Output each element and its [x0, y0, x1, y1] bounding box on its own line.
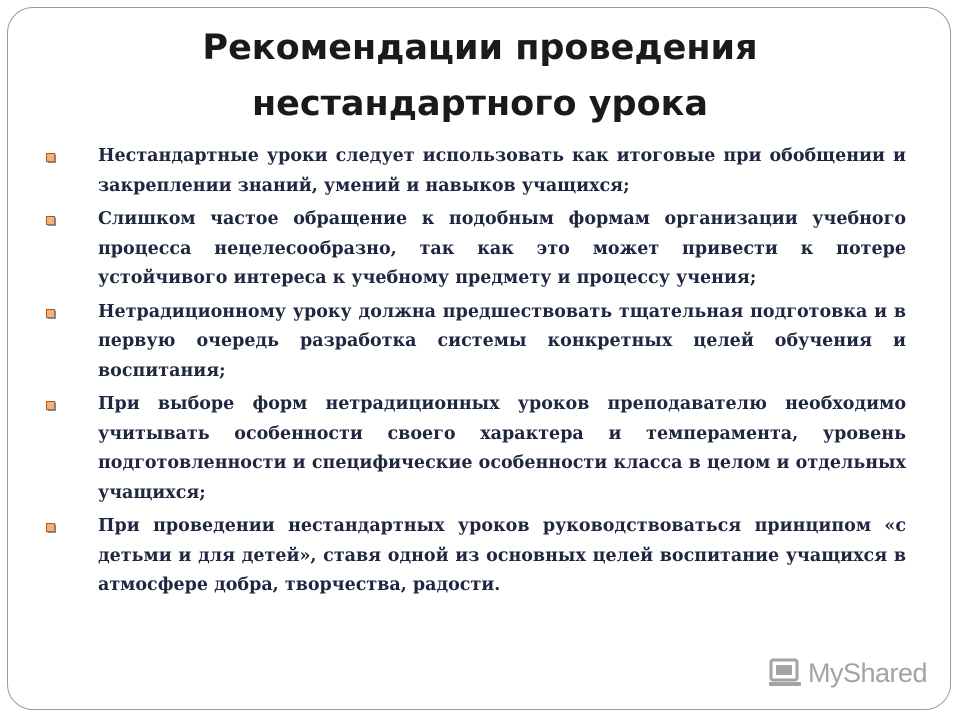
- myshared-logo-icon: [768, 658, 802, 688]
- square-bullet-icon: [46, 523, 56, 533]
- square-bullet-icon: [46, 216, 56, 226]
- list-item-text: При проведении нестандартных уроков руководствоваться принципом «с детьми и для детей», ставя одной из основных целей воспитание учащихся в атмосфере добра, творчества, радости.: [98, 516, 906, 595]
- list-item: [44, 298, 906, 387]
- square-bullet-icon: [46, 309, 56, 319]
- title-line-1: Рекомендации проведения: [202, 28, 758, 68]
- list-item: [44, 512, 906, 601]
- list-item-text: Нетрадиционному уроку должна предшествовать тщательная подготовка и в первую очередь разработка системы конкретных целей обучения и воспитания;: [98, 301, 906, 381]
- list-item: [44, 390, 906, 508]
- myshared-logo: [768, 656, 927, 690]
- square-bullet-icon: [46, 401, 56, 411]
- slide-title: [0, 20, 960, 132]
- list-item-text: Слишком частое обращение к подобным формам организации учебного процесса нецелесообразно, так как это может привести к потере устойчивого интереса к учебному предмету и процессу учения;: [98, 209, 906, 288]
- title-line-2: нестандартного урока: [251, 84, 708, 124]
- list-item-text: Нестандартные уроки следует использовать как итоговые при обобщении и закреплении знаний, умений и навыков учащихся;: [98, 146, 906, 196]
- logo-text: MyShared: [808, 657, 928, 688]
- recommendations-list: [44, 142, 906, 605]
- list-item: [44, 205, 906, 294]
- square-bullet-icon: [46, 153, 56, 163]
- list-item: [44, 142, 906, 201]
- list-item-text: При выборе форм нетрадиционных уроков преподавателю необходимо учитывать особенности своего характера и темперамента, уровень подготовленности и специфические особенности класса в целом и отдельных учащихся;: [98, 394, 906, 503]
